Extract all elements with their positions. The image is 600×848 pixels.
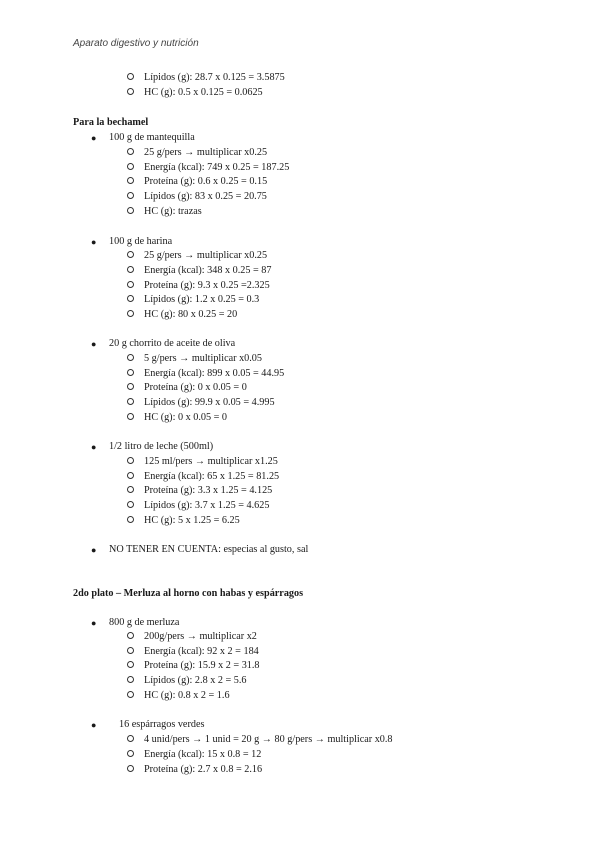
list-item: Proteína (g): 9.3 x 0.25 =2.325 — [127, 280, 134, 292]
list-item: HC (g): trazas — [127, 206, 134, 218]
list-item: Lípidos (g): 2.8 x 2 = 5.6 — [127, 675, 134, 687]
list-item: Lípidos (g): 99.9 x 0.05 = 4.995 — [127, 397, 134, 409]
list-item: 25 g/pers → multiplicar x0.25 — [127, 147, 134, 159]
list-item: 25 g/pers → multiplicar x0.25 — [127, 250, 134, 262]
list-item: 125 ml/pers → multiplicar x1.25 — [127, 456, 134, 468]
list-item: Proteína (g): 2.7 x 0.8 = 2.16 — [127, 764, 134, 776]
ingredient-item: ● 100 g de mantequilla — [91, 132, 195, 143]
list-item: 5 g/pers → multiplicar x0.05 — [127, 353, 134, 365]
ingredient-item: ● 800 g de merluza — [91, 617, 180, 628]
list-item: HC (g): 0.5 x 0.125 = 0.0625 — [127, 87, 134, 99]
list-item: Lípidos (g): 28.7 x 0.125 = 3.5875 — [127, 72, 134, 84]
ingredient-item: ● 100 g de harina — [91, 236, 173, 247]
list-item: Energía (kcal): 15 x 0.8 = 12 — [127, 749, 134, 761]
list-item: Proteína (g): 0.6 x 0.25 = 0.15 — [127, 176, 134, 188]
ingredient-item: ● 1/2 litro de leche (500ml) — [91, 441, 214, 452]
list-item: Energía (kcal): 899 x 0.05 = 44.95 — [127, 368, 134, 380]
list-item: 4 unid/pers → 1 unid = 20 g → 80 g/pers → multiplicar x0.8 — [127, 734, 134, 746]
page-header: Aparato digestivo y nutrición — [73, 38, 199, 49]
note-item: ● NO TENER EN CUENTA: especias al gusto, sal — [91, 544, 309, 555]
list-item: Lípidos (g): 1.2 x 0.25 = 0.3 — [127, 294, 134, 306]
list-item: HC (g): 0.8 x 2 = 1.6 — [127, 690, 134, 702]
section-heading: Para la bechamel — [73, 117, 149, 128]
ingredient-item: ● 20 g chorrito de aceite de oliva — [91, 338, 236, 349]
list-item: Lípidos (g): 3.7 x 1.25 = 4.625 — [127, 500, 134, 512]
list-item: Energía (kcal): 65 x 1.25 = 81.25 — [127, 471, 134, 483]
list-item: Proteína (g): 0 x 0.05 = 0 — [127, 382, 134, 394]
list-item: Energía (kcal): 348 x 0.25 = 87 — [127, 265, 134, 277]
list-item: HC (g): 0 x 0.05 = 0 — [127, 412, 134, 424]
list-item: HC (g): 5 x 1.25 = 6.25 — [127, 515, 134, 527]
list-item: Energía (kcal): 92 x 2 = 184 — [127, 646, 134, 658]
list-item: Proteína (g): 15.9 x 2 = 31.8 — [127, 660, 134, 672]
list-item: Lípidos (g): 83 x 0.25 = 20.75 — [127, 191, 134, 203]
list-item: 200g/pers → multiplicar x2 — [127, 631, 134, 643]
list-item: Energía (kcal): 749 x 0.25 = 187.25 — [127, 162, 134, 174]
list-item: Proteína (g): 3.3 x 1.25 = 4.125 — [127, 485, 134, 497]
ingredient-item: ● 16 espárragos verdes — [91, 719, 205, 730]
section-heading: 2do plato – Merluza al horno con habas y espárragos — [73, 588, 304, 599]
list-item: HC (g): 80 x 0.25 = 20 — [127, 309, 134, 321]
